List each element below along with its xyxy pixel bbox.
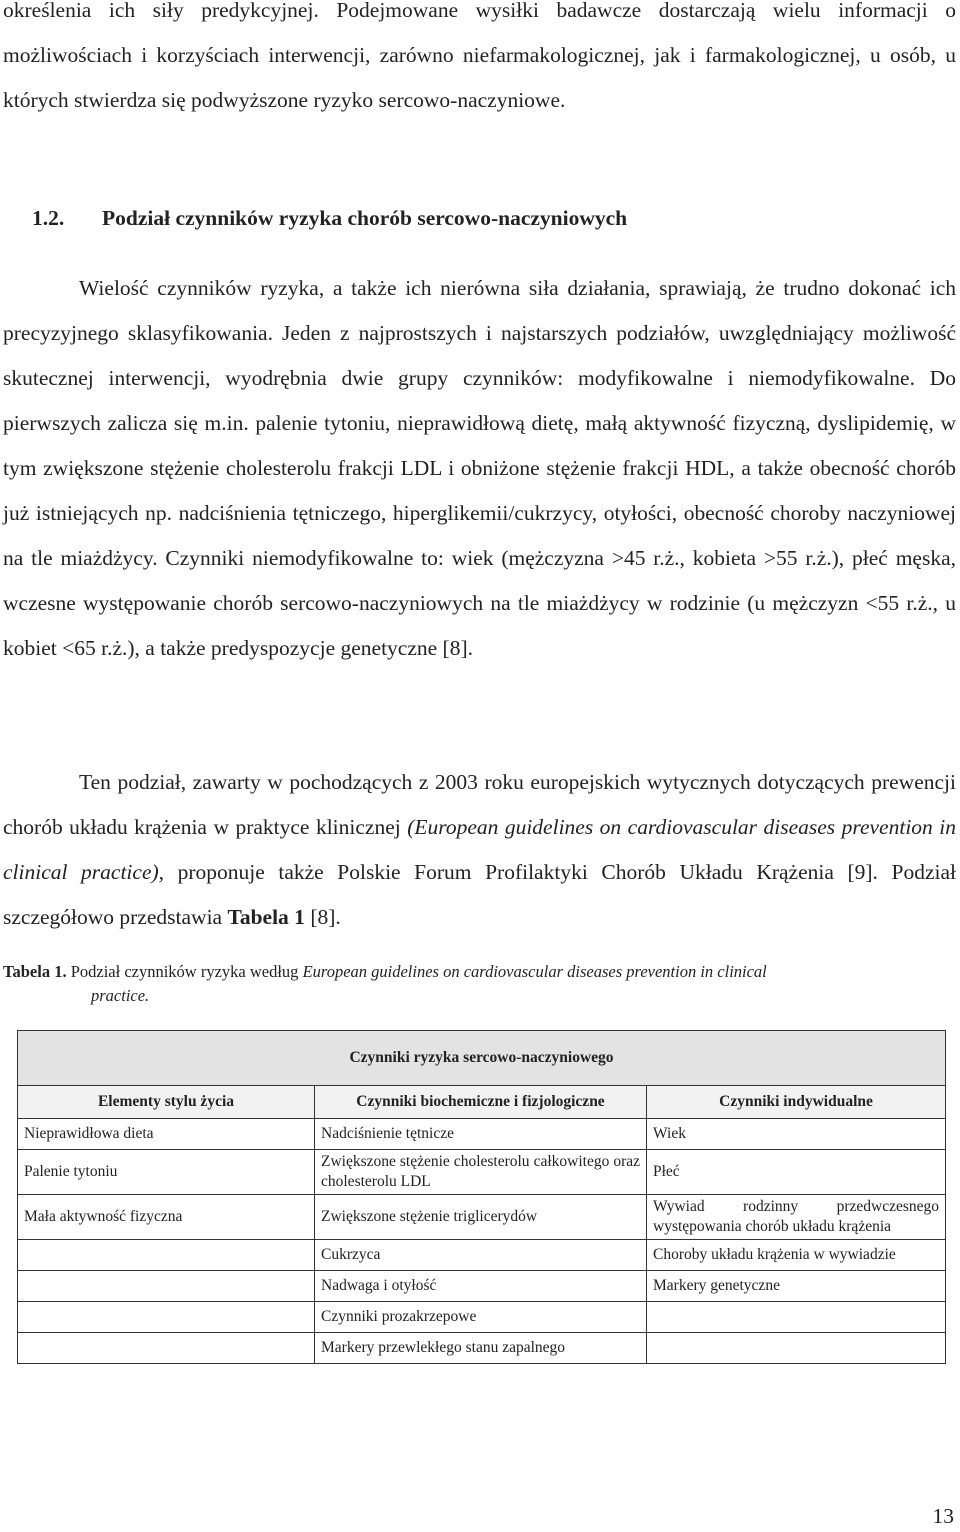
column-header-individual: Czynniki indywidualne xyxy=(647,1086,946,1119)
paragraph-top: określenia ich siły predykcyjnej. Podejmowane wysiłki badawcze dostarczają wielu informacji o możliwościach i korzyściach interwencji, zarówno niefarmakologicznej, jak i farmakologicznej, u osób, u których stwierdza się podwyższone ryzyko sercowo-naczyniowe. xyxy=(3,0,956,112)
column-header-lifestyle: Elementy stylu życia xyxy=(18,1086,315,1119)
table-cell xyxy=(647,1333,946,1364)
table-cell: Wiek xyxy=(647,1119,946,1150)
table-cell xyxy=(18,1271,315,1302)
table-cell: Czynniki prozakrzepowe xyxy=(315,1302,647,1333)
table-cell: Choroby układu krążenia w wywiadzie xyxy=(647,1240,946,1271)
paragraph-guidelines-italic: (European guidelines on cardiovascular diseases prevention in clinical practice), xyxy=(3,815,956,884)
table-row xyxy=(18,1271,946,1302)
table-caption-italic-2: practice. xyxy=(91,986,150,1005)
table-row xyxy=(18,1302,946,1333)
risk-factors-table xyxy=(17,1030,946,1364)
table-row xyxy=(18,1195,946,1240)
paragraph-guidelines-text-1: Ten podział, zawarty w pochodzących z 2003 roku europejskich wytycznych dotyczących prewencji chorób układu krążenia w praktyce klinicznej xyxy=(3,770,956,839)
paragraph-guidelines-text-3: [8]. xyxy=(304,905,341,929)
table-cell: Nadwaga i otyłość xyxy=(315,1271,647,1302)
table-cell: Zwiększone stężenie cholesterolu całkowitego oraz cholesterolu LDL xyxy=(315,1150,647,1195)
table-row xyxy=(18,1150,946,1195)
page-number: 13 xyxy=(932,1504,954,1528)
table-cell xyxy=(18,1240,315,1271)
table-cell: Mała aktywność fizyczna xyxy=(18,1195,315,1240)
table-cell: Cukrzyca xyxy=(315,1240,647,1271)
paragraph-guidelines xyxy=(3,760,956,940)
table-cell: Markery przewlekłego stanu zapalnego xyxy=(315,1333,647,1364)
section-heading xyxy=(32,198,627,238)
table-cell: Płeć xyxy=(647,1150,946,1195)
table-cell xyxy=(647,1302,946,1333)
table-caption-italic-1: European guidelines on cardiovascular diseases prevention in clinical xyxy=(302,962,767,981)
table-cell xyxy=(18,1302,315,1333)
table-row xyxy=(18,1240,946,1271)
table-caption xyxy=(3,960,956,1008)
table-caption-label: Tabela 1. xyxy=(3,962,67,981)
table-cell: Zwiększone stężenie triglicerydów xyxy=(315,1195,647,1240)
paragraph-risk-factors: Wielość czynników ryzyka, a także ich nierówna siła działania, sprawiają, że trudno dokonać ich precyzyjnego sklasyfikowania. Jeden z najprostszych i najstarszych podziałów, uwzględniający możliwość skutecznej interwencji, wyodrębnia dwie grupy czynników: modyfikowalne i niemodyfikowalne. Do pierwszych zalicza się m.in. palenie tytoniu, nieprawidłową dietę, małą aktywność fizyczną, dyslipidemię, w tym zwiększone stężenie cholesterolu frakcji LDL i obniżone stężenie frakcji HDL, a także obecność chorób już istniejących np. nadciśnienia tętniczego, hiperglikemii/cukrzycy, otyłości, obecność choroby naczyniowej na tle miażdżycy. Czynniki niemodyfikowalne to: wiek (mężczyzna >45 r.ż., kobieta >55 r.ż.), płeć męska, wczesne występowanie chorób sercowo-naczyniowych na tle miażdżycy w rodzinie (u mężczyzn <55 r.ż., u kobiet <65 r.ż.), a także predyspozycje genetyczne [8]. xyxy=(3,276,956,660)
table-cell: Markery genetyczne xyxy=(647,1271,946,1302)
table-caption-text: Podział czynników ryzyka według xyxy=(66,962,303,981)
table-cell: Palenie tytoniu xyxy=(18,1150,315,1195)
section-title: Podział czynników ryzyka chorób sercowo-naczyniowych xyxy=(102,206,628,230)
table-title-row xyxy=(18,1031,946,1086)
table-row xyxy=(18,1119,946,1150)
section-number: 1.2. xyxy=(32,206,65,230)
table-cell: Wywiad rodzinny przedwczesnego występowania chorób układu krążenia xyxy=(647,1195,946,1240)
table-cell xyxy=(18,1333,315,1364)
table-cell: Nadciśnienie tętnicze xyxy=(315,1119,647,1150)
table-cell: Nieprawidłowa dieta xyxy=(18,1119,315,1150)
column-header-biochemical: Czynniki biochemiczne i fizjologiczne xyxy=(315,1086,647,1119)
table-title: Czynniki ryzyka sercowo-naczyniowego xyxy=(18,1031,946,1086)
paragraph-guidelines-text-2: proponuje także Polskie Forum Profilaktyki Chorób Układu Krążenia [9]. Podział szczegółowo przedstawia xyxy=(3,860,956,929)
table-row xyxy=(18,1333,946,1364)
table-header-row xyxy=(18,1086,946,1119)
table-reference[interactable]: Tabela 1 xyxy=(227,905,305,929)
